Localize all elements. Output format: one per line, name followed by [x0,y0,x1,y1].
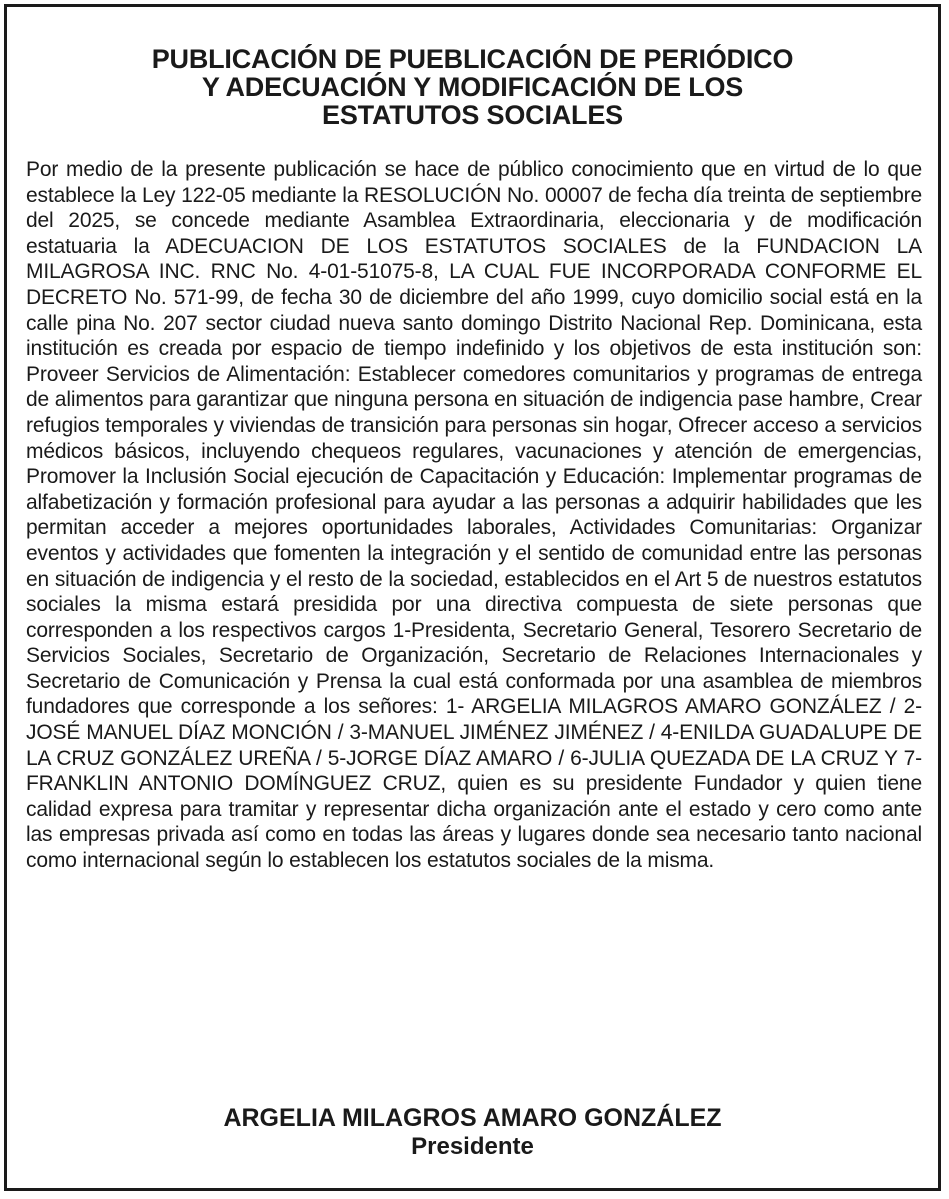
notice-title-line-3: ESTATUTOS SOCIALES [322,100,623,130]
signature-name: ARGELIA MILAGROS AMARO GONZÁLEZ [223,1104,722,1132]
notice-body: Por medio de la presente publicación se hace de público conocimiento que en virtud de lo que establece la Ley 122-05 mediante la RESOLUCIÓN No. 00007 de fecha día treinta de septiembre del 2025, se concede mediante Asamblea Extraordinaria, eleccionaria y de modificación estatuaria la ADECUACION DE LOS ESTATUTOS SOCIALES de la FUNDACION LA MILAGROSA INC. RNC No. 4-01-51075-8, LA CUAL FUE INCORPORADA CONFORME EL DECRETO No. 571-99, de fecha 30 de diciembre del año 1999, cuyo domicilio social está en la calle pina No. 207 sector ciudad nueva santo domingo Distrito Nacional Rep. Dominicana, esta institución es creada por espacio de tiempo indefinido y los objetivos de esta institución son: Proveer Servicios de Alimentación: Establecer comedores comunitarios y programas de entrega de alimentos para garantizar que ninguna persona en situación de indigencia pase hambre, Crear refugios temporales y viviendas de transición para personas sin hogar, Ofrecer acceso a servicios médicos básicos, incluyendo chequeos regulares, vacunaciones y atención de emergencias, Promover la Inclusión Social ejecución de Capacitación y Educación: Implementar programas de alfabetización y formación profesional para ayudar a las personas a adquirir habilidades que les permitan acceder a mejores oportunidades laborales, Actividades Comunitarias: Organizar eventos y actividades que fomenten la integración y el sentido de comunidad entre las personas en situación de indigencia y el resto de la sociedad, establecidos en el Art 5 de nuestros estatutos sociales la misma estará presidida por una directiva compuesta de siete personas que corresponden a los respectivos cargos 1-Presidenta, Secretario General, Tesorero Secretario de Servicios Sociales, Secretario de Organización, Secretario de Relaciones Internacionales y Secretario de Comunicación y Prensa la cual está conformada por una asamblea de miembros fundadores que corresponde a los señores: 1- ARGELIA MILAGROS AMARO GONZÁLEZ / 2-JOSÉ MANUEL DÍAZ MONCIÓN / 3-MANUEL JIMÉNEZ JIMÉNEZ / 4-ENILDA GUADALUPE DE LA CRUZ GONZÁLEZ UREÑA / 5-JORGE DÍAZ AMARO / 6-JULIA QUEZADA DE LA CRUZ Y 7-FRANKLIN ANTONIO DOMÍNGUEZ CRUZ, quien es su presidente Fundador y quien tiene calidad expresa para tramitar y representar dicha organización ante el estado y cero como ante las empresas privada así como en todas las áreas y lugares donde sea necesario tanto nacional como internacional según lo establecen los estatutos sociales de la misma. [26,158,922,873]
legal-notice-frame [4,4,941,1191]
notice-title [7,45,938,129]
signature-block [7,1104,938,1161]
signature-role: Presidente [411,1133,534,1160]
notice-title-line-2: Y ADECUACIÓN Y MODIFICACIÓN DE LOS [201,72,744,102]
notice-title-line-1: PUBLICACIÓN DE PUEBLICACIÓN DE PERIÓDICO [151,44,794,74]
